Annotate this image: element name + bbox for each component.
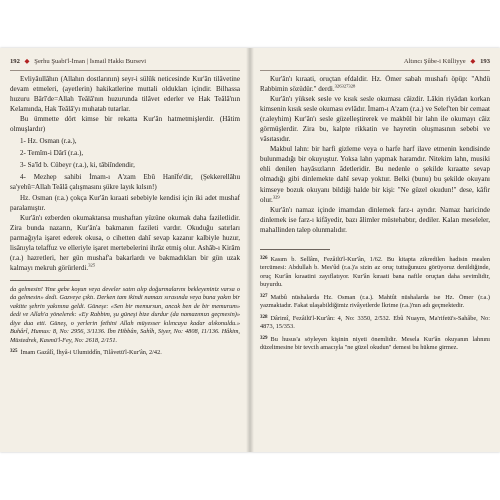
- footnote-number: 326: [260, 255, 268, 261]
- footnote: [10, 348, 240, 358]
- footnote: [260, 255, 490, 290]
- footnote-number: 328: [260, 314, 268, 320]
- header-rule: [10, 70, 240, 71]
- right-running-group: [404, 57, 490, 65]
- right-page-body: [260, 74, 490, 356]
- right-running-head: [260, 57, 490, 69]
- list-item: 2- Temîm-i Dârî (r.a.),: [20, 149, 84, 158]
- footnote-ref: 326: [334, 83, 342, 89]
- list-item: 3- Sa'îd b. Cübeyr (r.a.), ki, tâbiîndendir,: [20, 161, 135, 170]
- book-spine: [246, 48, 254, 452]
- footnote-text: İmam Gazâlî, İhyâ-i Ulumiddîn, Tilâvetü'l-Kur'ân, 2/42.: [20, 349, 162, 357]
- paragraph: Bu ümmette dört kimse bir rekatta Kur'ân hatmetmişlerdir. (Hâtim olmuşlardır): [10, 115, 240, 134]
- list-item: 4- Mezhep sahibi İmam-ı A'zam Ebû Hanîfe'dir, (Şekkerellâhu sa'yehû=Allah Teâlâ çalışmasını şükre layık kılsın!): [10, 173, 240, 192]
- footnote-ref: 329: [272, 194, 280, 200]
- ornament-diamond-icon: ◆: [470, 58, 476, 65]
- paragraph: [10, 213, 240, 273]
- footnote-text: Bu husus'a söyleyen kişinin niyeti önemlidir. Mesela Kur'ân okuyanın lahnını düzeltmesine bir tevcih amacıyla "ne güzel okudun" demesi bu hükme girmez.: [260, 335, 490, 352]
- separator-bar: |: [86, 58, 90, 65]
- footnote-text: Matbû nüshalarda Hz. Osman (r.a.). Mahtût nüshalarda ise Hz. Ömer (r.a.) yazmaktadır. Fakat ulaşabildiğimiz rivâyetlerde İkrime (r.a.)'nın adı geçmektedir.: [260, 293, 490, 310]
- paragraph-text: Kur'ân'ı kıraati, oruçtan efdaldir. Hz. Ömer sabah mushafı öpüp: "Ahdü Rabbimin sözüdür." derdi.: [260, 75, 490, 94]
- footnote-text: Dârimî, Fezâilü'l-Kur'ân: 4, No: 3350, 2/532. Ebû Nuaym, Ma'rifetü's-Sahâbe, No: 4873, 15/353.: [260, 314, 490, 331]
- left-running-author: İsmail Hakkı Bursevi: [89, 58, 147, 65]
- footnote: [260, 335, 490, 353]
- footnote-rule: [260, 249, 330, 250]
- footnote-ref: 327: [341, 83, 349, 89]
- right-page: [260, 48, 490, 452]
- paragraph-text: Makbul lahn: bir harfi gizleme veya o harfe harf ilave etmenin kendisinde bulunmadığı bir okuyuştur. Yoksa lahn yapmak haramdır. Nitekim lahn, musiki ehli denilen hayâsızların âdetleridir. Bu nedenle o şekilde kıraatte sevap olmadığı gibi dinlemekte dahî sevap yoktur. Belki (bunu) bu şekilde okuyanı kimseye bozuk okuyanı bildiği halde bir kişi: "Ne güzel okudun!" dese, kâfir olur.: [260, 145, 490, 204]
- left-page-body: [10, 74, 240, 361]
- footnote-number: 327: [260, 293, 268, 299]
- paragraph: Hz. Osman (r.a.) çokça Kur'ân kıraati sebebiyle kendisi için iki adet mushaf paralamıştır.: [10, 193, 240, 212]
- list-item: 1- Hz. Osman (r.a.),: [20, 137, 77, 146]
- footnote-ref: 328: [348, 83, 356, 89]
- footnote-ref: 325: [88, 262, 96, 268]
- footnote: [260, 314, 490, 332]
- right-running-title: Altıncı Şûbe-i Külliyye: [403, 58, 466, 65]
- left-running-head: [10, 57, 240, 69]
- footnote: da gelmesin! Yine gebe koyun veya develer satın alıp doğurmalarını bekleyeniniz varsa o da gelmesin» dedi. Gazveye çıktı. Derken tam ikindi namazı sırasında veya buna yakın bir vakitte şehrin yakınına geldi. Güneşe: «Sen bir memursun, ancak ben de bir memurum» dedi ve Allah'a yönelerek: «Ey Rabbim, şu güneşi bize durdur (da namazımızı geçmesin)» diye dua etti. Güneş, o yerlerin fethini Allah müyesser kılıncaya kadar alıkonuldu.» Buhârî, Humus: 8, No: 2956, 3/1136. İbn Hibbân, Sahîh, Siyer, No: 4808, 11/136. Hâkim, Müstedrek, Kasmü'l-Fey, No: 2618, 2/151.: [10, 285, 240, 344]
- footnote-number: 325: [10, 349, 18, 355]
- paragraph: [260, 144, 490, 204]
- paragraph: Kur'ân'ı namaz içinde imamdan dinlemek farz-ı ayndır. Namaz haricinde dinlemek ise farz-ı kifâyedir, bazı âlimler müstehabtır, dediler. Kalan meseleler, mahallinden talep olunmalıdır.: [260, 205, 490, 234]
- paragraph: Evliyâullâhın (Allahın dostlarının) seyr-i sülûk neticesinde Kur'ân tilâvetine devam etmeleri, (ayetlerin) hakikatlerine muttali oldukları içindir. Bilhassa huzuru Bârî'de=Allah Teâlâ'nın huzurunda tilâvet ederler ve Hak Teâlâ'nın Kelamında, Hak Teâlâ'yı muhatab tutarlar.: [10, 75, 240, 114]
- footnote: [260, 293, 490, 311]
- paragraph-text: Kur'ân'ı ezberden okumaktansa mushaftan yüzüne okumak daha faziletlidir. Zira bunda nazarın, Kur'ân'a bakmanın fazileti vardır. Okuduğu satırları parmağıyla işaret ederek okusa, o cihetten dahî sevap kazanır kalbiyle huzur, lisânıyla telaffuz ve elleriyle işaret mertebelerini ihrâz etmiş olur. Ashâb-ı Kirâm (r.a.) hazretleri, her gün mushaf'a bakarlardı ve bakmadıkları bir gün uzak kalmayı mekruh görürlerdi.: [10, 213, 240, 272]
- ornament-diamond-icon: ◆: [24, 58, 30, 65]
- paragraph: [260, 74, 490, 94]
- open-book: [0, 48, 500, 452]
- footnote-rule: [10, 280, 80, 281]
- left-page-number: 192: [10, 58, 20, 65]
- left-page: [10, 48, 240, 452]
- footnote-number: 329: [260, 335, 268, 341]
- right-page-number: 193: [480, 58, 490, 65]
- paragraph: Kur'ân'ı yüksek sesle ve kısık sesle okuması câizdir. Lâkin riyâdan korkan kimsenin kısık sesle okuması evlâdır. İmam-ı A'zam (r.a.) ve Selef'ten bir cemaat (r.aleyhim) Kur'ân'ı sesle güzelleştirerek ve makbûl bir lahn ile okumayı câiz görmüşlerdir. Zira bu, kalpte rikkatin ve hayretin oluşmasının sebebi ve vâsıtasıdır.: [260, 95, 490, 144]
- header-rule: [260, 70, 490, 71]
- footnote-text: Kasım b. Sellâm, Fezâilü'l-Kur'ân, 1/62. Bu kitapta zikredilen hadisin mealen tercümesi: Abdullah b. Mes'ûd (r.a.)'a sizin az oruç tuttuğunuzu görüyoruz denildiğinde, oruç Kur'ân kıraatini zayıflatıyor. Kur'ân kıraati bana nafile oruçtan daha sevimlidir, buyurdu.: [260, 255, 490, 289]
- left-running-title: Şerhu Şuabi'l-İman: [34, 58, 86, 65]
